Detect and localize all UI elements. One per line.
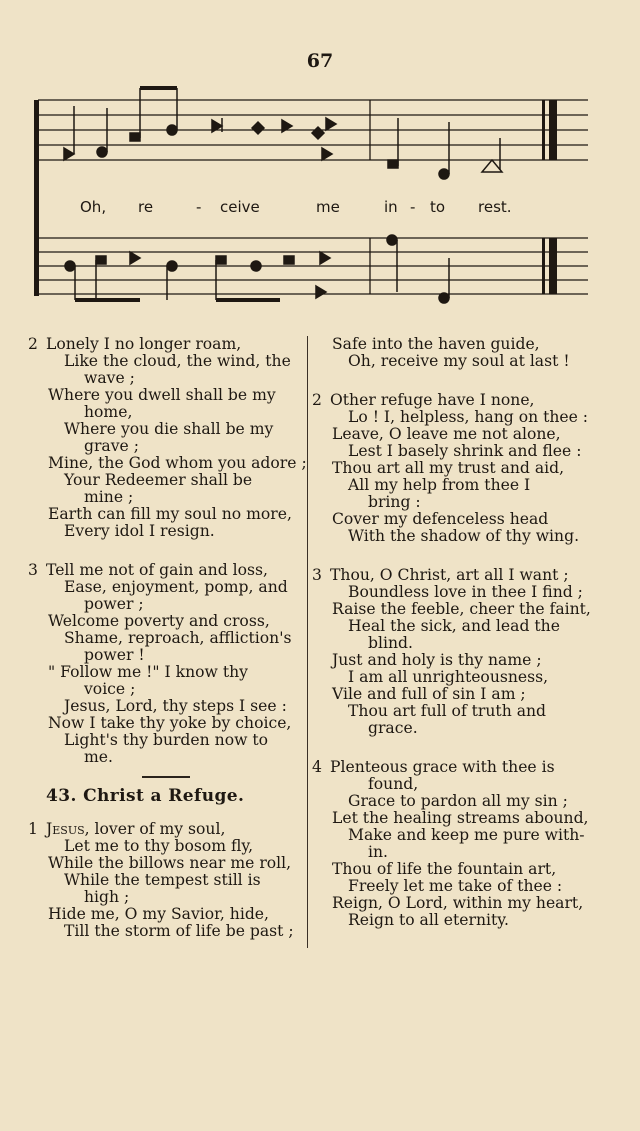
right-column <box>312 335 591 929</box>
stanza <box>312 758 589 929</box>
verse-line: power ; <box>84 595 144 613</box>
hymn-separator-rule <box>142 776 190 778</box>
stanza-number: 3 <box>28 561 38 579</box>
verse-line: grave ; <box>84 437 139 455</box>
verse-line: Vile and full of sin I am ; <box>332 685 526 703</box>
stanza <box>28 562 304 766</box>
music-lyric: re <box>138 198 154 216</box>
hymn-title: 43. Christ a Refuge. <box>46 786 245 806</box>
verse-line: Plenteous grace with thee is <box>330 758 555 776</box>
music-lyric: in <box>384 198 398 216</box>
verse-line: Ease, enjoyment, pomp, and <box>64 578 288 596</box>
verse-line: Hide me, O my Savior, hide, <box>48 905 269 923</box>
verse-line: blind. <box>368 634 413 652</box>
verse-line: Welcome poverty and cross, <box>48 612 270 630</box>
verse-line: Boundless love in thee I find ; <box>348 583 583 601</box>
verse-line: Every idol I resign. <box>64 522 215 540</box>
verse-line: Thou, O Christ, art all I want ; <box>330 566 569 584</box>
verse-line: Heal the sick, and lead the <box>348 617 560 635</box>
verse-line: While the tempest still is <box>64 871 261 889</box>
verse-line: grace. <box>368 719 418 737</box>
verse-line: Cover my defenceless head <box>332 510 549 528</box>
music-notation <box>30 78 590 308</box>
verse-line: Your Redeemer shall be <box>64 471 253 489</box>
stanza <box>312 391 589 545</box>
verse-line: Mine, the God whom you adore ; <box>48 454 307 472</box>
page-number: 67 <box>306 50 334 72</box>
verse-line: Let the healing streams abound, <box>332 809 589 827</box>
stanza <box>28 821 304 940</box>
stanza-number: 2 <box>28 335 38 353</box>
stanza-number: 3 <box>312 566 322 584</box>
verse-line: Thou art all my trust and aid, <box>332 459 565 477</box>
verse-line: mine ; <box>84 488 134 506</box>
stanza-number: 4 <box>312 758 322 776</box>
music-lyric: me <box>316 198 340 216</box>
verse-line: Shame, reproach, affliction's <box>64 629 292 647</box>
verse-line: Make and keep me pure with- <box>348 826 585 844</box>
verse-line: While the billows near me roll, <box>48 854 292 872</box>
verse-line: Earth can fill my soul no more, <box>48 505 292 523</box>
verse-line: Now I take thy yoke by choice, <box>48 714 292 732</box>
verse-line: me. <box>84 748 113 766</box>
verse-line: Oh, receive my soul at last ! <box>348 352 570 370</box>
verse-line: Where you dwell shall be my <box>48 386 276 404</box>
verse-line: Leave, O leave me not alone, <box>332 425 561 443</box>
stanza-number: 1 <box>28 820 38 838</box>
first-word: Jesus <box>46 820 85 838</box>
verse-line: , lover of my soul, <box>84 820 226 838</box>
stanza <box>28 335 307 540</box>
verse-line: " Follow me !" I know thy <box>48 663 248 681</box>
verse-line: high ; <box>84 888 130 906</box>
stanza-number: 2 <box>312 391 322 409</box>
verse-line: Freely let me take of thee : <box>348 877 563 895</box>
verse-line: Light's thy burden now to <box>64 731 269 749</box>
verse-line: Reign to all eternity. <box>348 911 509 929</box>
verse-line: With the shadow of thy wing. <box>348 527 580 545</box>
music-lyric: to <box>430 198 446 216</box>
music-lyric: - <box>410 198 416 216</box>
verse-line: Thou of life the fountain art, <box>332 860 557 878</box>
stanza-continuation <box>312 336 584 370</box>
verse-line: Let me to thy bosom fly, <box>64 837 254 855</box>
verse-line: home, <box>84 403 133 421</box>
verse-line: power ! <box>84 646 145 664</box>
verse-line: Safe into the haven guide, <box>332 335 540 353</box>
verse-line: I am all unrighteousness, <box>348 668 549 686</box>
music-lyric: ceive <box>220 198 260 216</box>
music-lyric: rest. <box>478 198 512 216</box>
verse-line: Like the cloud, the wind, the <box>64 352 291 370</box>
music-lyric: - <box>196 198 202 216</box>
verse-line: Just and holy is thy name ; <box>332 651 542 669</box>
verse-line: found, <box>368 775 419 793</box>
verse-line: Other refuge have I none, <box>330 391 535 409</box>
verse-line: wave ; <box>84 369 135 387</box>
verse-line: Jesus, Lord, thy steps I see : <box>64 697 287 715</box>
verse-line: Where you die shall be my <box>64 420 274 438</box>
verse-line: Lo ! I, helpless, hang on thee : <box>348 408 589 426</box>
verse-line: Tell me not of gain and loss, <box>46 561 268 579</box>
verse-line: voice ; <box>84 680 136 698</box>
verse-line: Reign, O Lord, within my heart, <box>332 894 584 912</box>
verse-line: Raise the feeble, cheer the faint, <box>332 600 591 618</box>
verse-line: Grace to pardon all my sin ; <box>348 792 568 810</box>
verse-line: Till the storm of life be past ; <box>64 922 294 940</box>
verse-line: Thou art full of truth and <box>348 702 547 720</box>
stanza <box>312 566 591 737</box>
verse-line: Lest I basely shrink and flee : <box>348 442 582 460</box>
verse-line: bring : <box>368 493 421 511</box>
column-divider <box>307 336 308 948</box>
verse-line: All my help from thee I <box>348 476 531 494</box>
verse-line: Lonely I no longer roam, <box>46 335 242 353</box>
verse-line: in. <box>368 843 388 861</box>
music-lyric: Oh, <box>80 198 107 216</box>
left-column <box>28 335 307 940</box>
